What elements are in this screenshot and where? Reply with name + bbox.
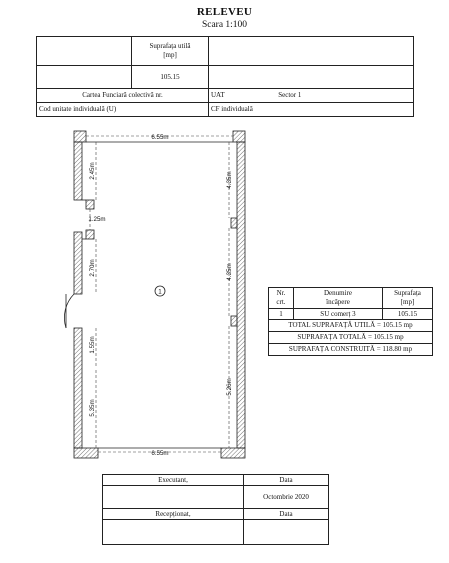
dim-left-5: 5.35m — [89, 399, 96, 417]
signature-table — [102, 474, 329, 545]
notch-right-2 — [231, 316, 237, 326]
executant-sign-cell — [103, 486, 244, 509]
row-area: 105.15 — [383, 308, 433, 320]
suprafata-construita: SUPRAFAȚA CONSTRUITĂ = 118.80 mp — [269, 343, 433, 355]
rooms-table — [268, 287, 433, 356]
wall-right — [237, 142, 245, 448]
wall-corner-top-right — [233, 131, 245, 142]
wall-corner-bottom-left — [74, 448, 98, 458]
data-value-1: Octombrie 2020 — [244, 486, 329, 509]
scale-label: Scara 1:100 — [201, 20, 248, 30]
executant-label: Executant, — [103, 475, 244, 486]
document-title: RELEVEU — [196, 6, 253, 18]
cf-colectiva-label: Cartea Funciară colectivă nr. — [37, 89, 209, 103]
cod-unitate-label: Cod unitate individuală (U) — [37, 103, 209, 117]
row-nr: 1 — [269, 308, 294, 320]
dim-top: 6.55m — [151, 134, 169, 141]
receptionat-sign-cell — [103, 520, 244, 545]
uat-label: UAT — [211, 91, 225, 100]
dim-left-1: 2.45m — [89, 162, 96, 180]
dim-left-2: 1.25m — [88, 216, 106, 223]
dim-right-3: 5.26m — [226, 378, 233, 396]
suprafata-utila-label: Suprafața utilă [mp] — [132, 37, 209, 66]
data-value-2 — [244, 520, 329, 545]
notch-right-1 — [231, 218, 237, 228]
header-denumire: Denumire încăpere — [294, 288, 383, 309]
wall-corner-top-left — [74, 131, 86, 142]
total-suprafata: SUPRAFAȚA TOTALĂ = 105.15 mp — [269, 332, 433, 344]
data-label-2: Data — [244, 509, 329, 520]
dim-left-4: 1.55m — [89, 336, 96, 354]
header-nr: Nr. crt. — [269, 288, 294, 309]
dim-right-2: 4.35m — [226, 263, 233, 281]
header-suprafata: Suprafața [mp] — [383, 288, 433, 309]
dim-right-1: 4.35m — [226, 171, 233, 189]
receptionat-label: Recepționat, — [103, 509, 244, 520]
wall-corner-bottom-right — [221, 448, 245, 458]
suprafata-utila-value: 105.15 — [132, 66, 209, 89]
pillar-left-2 — [86, 230, 94, 239]
wall-left-3 — [74, 328, 82, 448]
dim-left-3: 2.70m — [89, 259, 96, 277]
data-label-1: Data — [244, 475, 329, 486]
cf-individuala-label: CF individuală — [209, 103, 414, 117]
uat-value: Sector 1 — [278, 91, 302, 100]
total-utila: TOTAL SUPRAFAȚĂ UTILĂ = 105.15 mp — [269, 320, 433, 332]
row-name: SU comerț 3 — [294, 308, 383, 320]
table-row — [269, 308, 433, 320]
dim-bottom: 6.55m — [151, 450, 169, 457]
pillar-left-1 — [86, 200, 94, 209]
wall-left-1 — [74, 142, 82, 200]
room-number: 1 — [158, 288, 162, 296]
wall-left-2 — [74, 232, 82, 294]
